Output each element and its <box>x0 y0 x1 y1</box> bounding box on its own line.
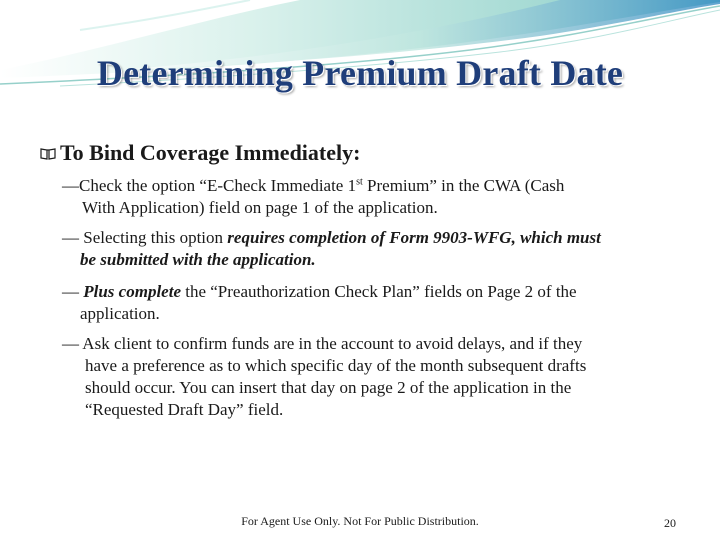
sub-item-form-requirement: — Selecting this option requires completion of Form 9903-WFG, which must be submitted with the application. <box>62 228 601 269</box>
dash-marker: — <box>62 282 79 301</box>
sub-item-confirm-funds: — Ask client to confirm funds are in the account to avoid delays, and if they have a preference as to which specific day of the month subsequent drafts should occur. You can insert that day on page 2 of the application in the “Requested Draft Day” field. <box>62 334 587 419</box>
sub-item-preauthorization: — Plus complete the “Preauthorization Check Plan” fields on Page 2 of the application. <box>62 282 577 323</box>
page-number: 20 <box>664 516 676 530</box>
dash-marker: — <box>62 334 79 353</box>
slide-title: Determining Premium Draft Date <box>96 53 624 93</box>
sub-item-echeck: —Check the option “E-Check Immediate 1st Premium” in the CWA (Cash With Application) field on page 1 of the application. <box>62 176 565 217</box>
heading-text: To Bind Coverage Immediately: <box>60 140 361 165</box>
main-bullet-heading <box>40 140 360 166</box>
book-bullet-icon <box>40 140 60 166</box>
footer-disclaimer: For Agent Use Only. Not For Public Distribution. <box>241 514 479 528</box>
dash-marker: — <box>62 228 79 247</box>
dash-marker: — <box>62 176 79 195</box>
